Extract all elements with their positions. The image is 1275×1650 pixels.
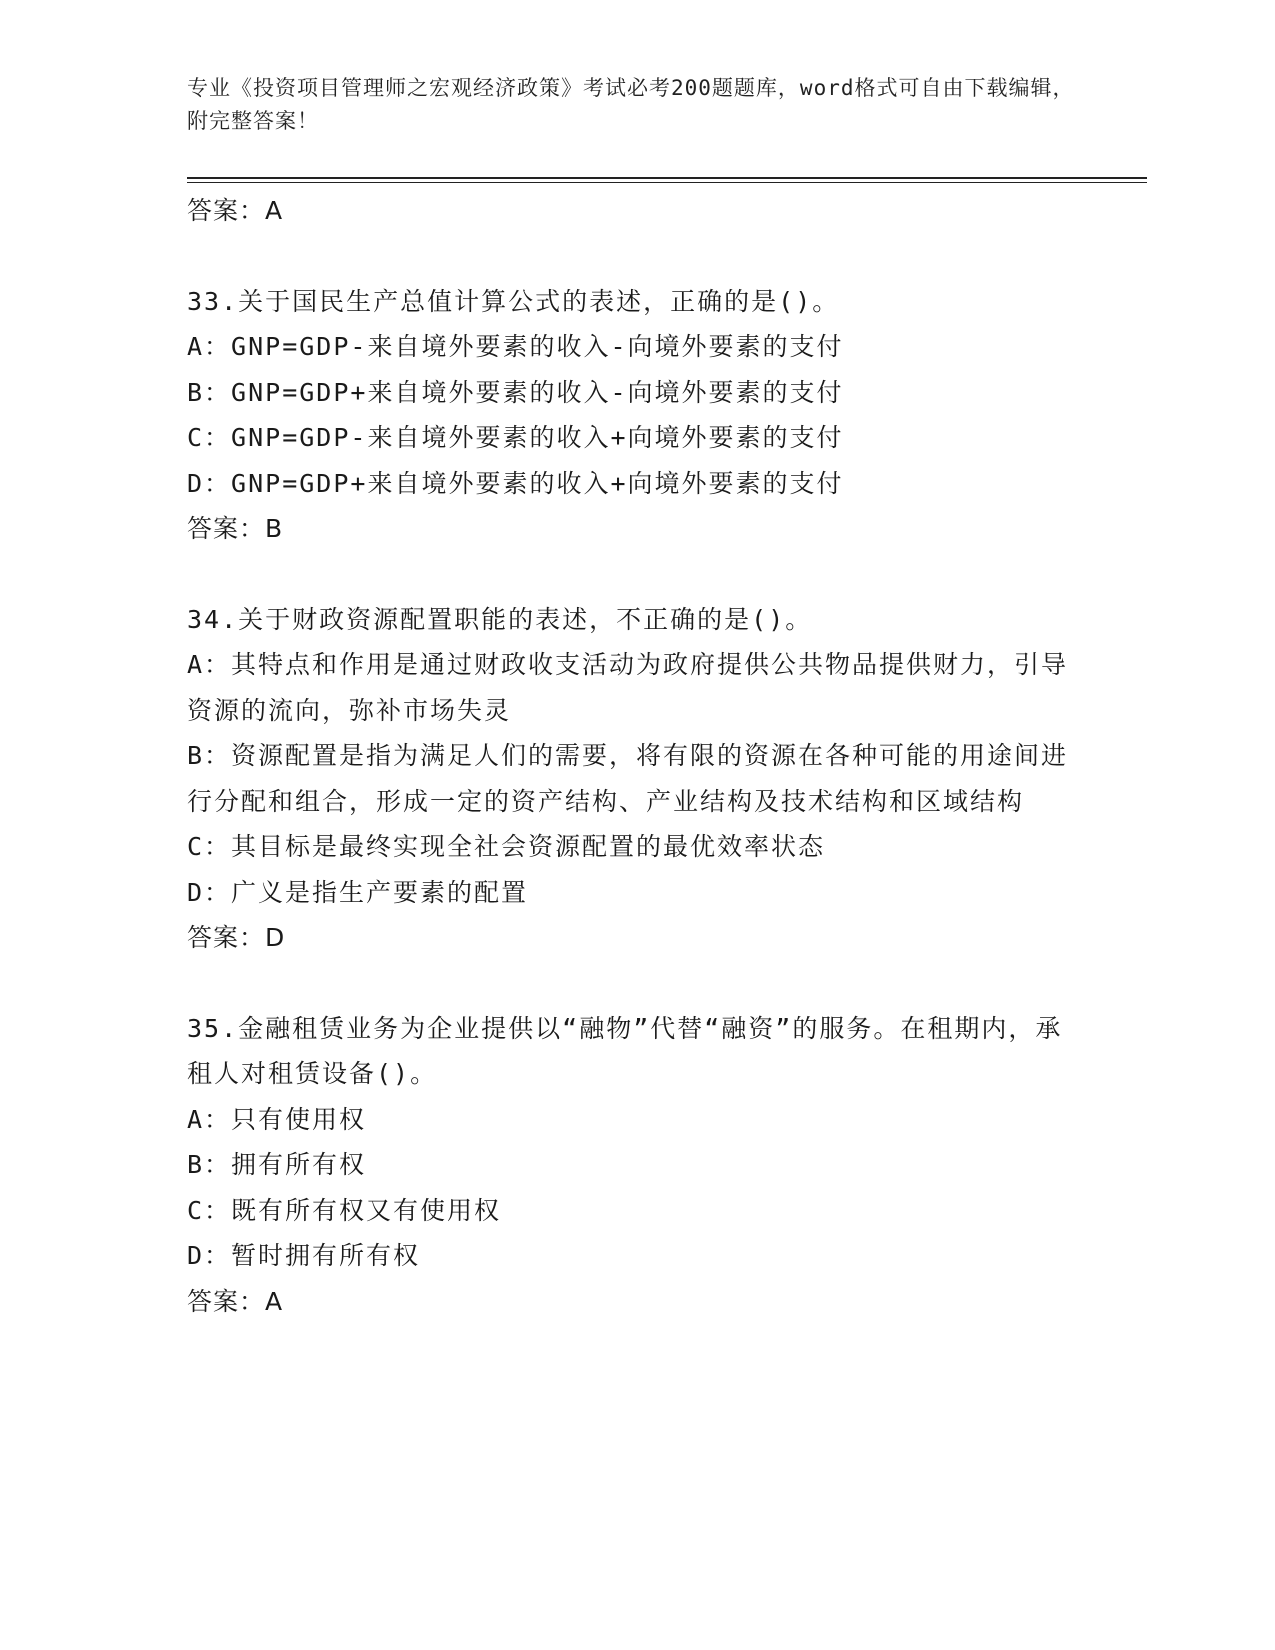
previous-answer: 答案：A: [187, 196, 284, 225]
option-b: B：GNP=GDP+来自境外要素的收入-向境外要素的支付: [187, 377, 844, 407]
question-stem: 33.关于国民生产总值计算公式的表述，正确的是()。: [187, 286, 840, 316]
option-d: D：暂时拥有所有权: [187, 1241, 421, 1270]
header-rule: [187, 177, 1147, 179]
question-33: [187, 279, 1077, 552]
option-c: C：既有所有权又有使用权: [187, 1195, 502, 1225]
question-35: [187, 1006, 1077, 1325]
question-list: [187, 188, 1077, 1324]
answer: 答案：A: [187, 1286, 284, 1316]
question-34: [187, 597, 1077, 961]
spacer: [187, 961, 1077, 1006]
answer: 答案：D: [187, 923, 286, 952]
document-header: 专业《投资项目管理师之宏观经济政策》考试必考200题题库，word格式可自由下载编辑，附完整答案！: [187, 76, 1075, 133]
option-c: C：其目标是最终实现全社会资源配置的最优效率状态: [187, 832, 826, 861]
question-stem: 34.关于财政资源配置职能的表述，不正确的是()。: [187, 604, 813, 634]
header-rule-thin: [187, 182, 1147, 183]
option-a: A：其特点和作用是通过财政收支活动为政府提供公共物品提供财力，引导资源的流向，弥补市场失灵: [187, 650, 1069, 725]
option-a: A：GNP=GDP-来自境外要素的收入-向境外要素的支付: [187, 332, 844, 361]
answer: 答案：B: [187, 514, 284, 543]
spacer: [187, 234, 1077, 279]
option-c: C：GNP=GDP-来自境外要素的收入+向境外要素的支付: [187, 423, 844, 452]
option-a: A：只有使用权: [187, 1104, 367, 1134]
question-stem: 35.金融租赁业务为企业提供以“融物”代替“融资”的服务。在租期内，承租人对租赁设备()。: [187, 1013, 1063, 1088]
option-d: D：广义是指生产要素的配置: [187, 877, 529, 907]
spacer: [187, 552, 1077, 597]
option-d: D：GNP=GDP+来自境外要素的收入+向境外要素的支付: [187, 468, 844, 498]
option-b: B：资源配置是指为满足人们的需要，将有限的资源在各种可能的用途间进行分配和组合，形成一定的资产结构、产业结构及技术结构和区域结构: [187, 741, 1069, 816]
option-b: B：拥有所有权: [187, 1150, 367, 1179]
